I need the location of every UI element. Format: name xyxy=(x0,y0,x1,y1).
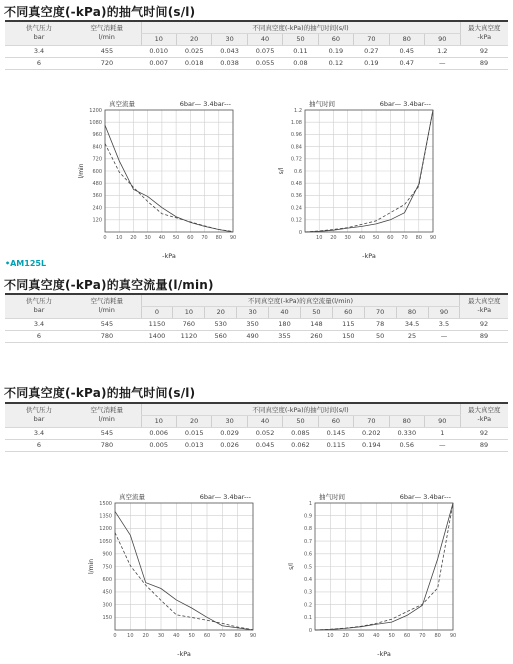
x-tick-label: 40 xyxy=(173,633,180,639)
x-tick-label: 80 xyxy=(415,235,422,241)
table-cell: 0.085 xyxy=(283,427,318,439)
header-col-vacuum: 30 xyxy=(212,33,247,45)
table-cell: 0.015 xyxy=(176,427,211,439)
x-tick-label: 90 xyxy=(249,633,257,639)
table-cell: 89 xyxy=(460,330,508,342)
table-cell: 34.5 xyxy=(396,318,428,330)
y-tick-label: 600 xyxy=(102,577,112,583)
header-col-vacuum: 70 xyxy=(354,33,389,45)
x-tick-label: 40 xyxy=(158,235,166,241)
table-cell: 78 xyxy=(364,318,396,330)
table-cell: 92 xyxy=(460,45,508,57)
x-tick-label: 10 xyxy=(127,633,134,639)
y-tick-label: 0.9 xyxy=(304,513,312,520)
table-cell: — xyxy=(425,439,461,451)
x-axis-label: -kPa xyxy=(162,252,176,260)
table-cell: 0.202 xyxy=(354,427,389,439)
table-cell: 0.145 xyxy=(318,427,353,439)
y-tick-label: 0.2 xyxy=(304,602,312,609)
header-max-vacuum xyxy=(460,21,508,45)
chart-title: 抽气时间 xyxy=(319,493,345,501)
header-max-vacuum xyxy=(460,403,508,427)
table-row xyxy=(5,318,508,330)
x-axis-label: -kPa xyxy=(377,650,391,658)
table-cell: 6 xyxy=(5,330,73,342)
table-cell: 0.08 xyxy=(283,57,318,69)
header-air-consumption-label: 空气消耗量 xyxy=(90,24,123,33)
header-col-vacuum: 70 xyxy=(354,415,389,427)
table-cell: 25 xyxy=(396,330,428,342)
x-tick-label: 0 xyxy=(113,633,117,639)
header-max-vacuum-unit: -kPa xyxy=(477,306,492,315)
header-col-vacuum: 50 xyxy=(283,33,318,45)
y-tick-label: 1050 xyxy=(99,538,112,545)
table-row xyxy=(5,45,508,57)
spec-table-2 xyxy=(5,293,508,343)
table-cell: 92 xyxy=(460,427,508,439)
table-cell: 720 xyxy=(73,57,141,69)
y-tick-label: 0.72 xyxy=(290,156,302,163)
header-col-vacuum: 90 xyxy=(425,415,461,427)
table-cell: 3.4 xyxy=(5,318,73,330)
chart-vacuum-flow-1 xyxy=(65,94,240,266)
x-tick-label: 90 xyxy=(449,633,457,639)
table-cell: 89 xyxy=(460,57,508,69)
x-tick-label: 20 xyxy=(142,633,149,639)
chart-vacuum-flow-2 xyxy=(75,487,260,664)
table-cell: 3.4 xyxy=(5,427,73,439)
table-cell: 0.013 xyxy=(176,439,211,451)
x-tick-label: 50 xyxy=(188,633,195,639)
table-cell: 545 xyxy=(73,427,141,439)
header-col-vacuum: 10 xyxy=(141,415,176,427)
header-max-vacuum-label: 最大真空度 xyxy=(468,24,501,33)
table-cell: 0.007 xyxy=(141,57,176,69)
x-tick-label: 20 xyxy=(342,633,349,639)
table-row xyxy=(5,427,508,439)
chart-legend: 6bar— 3.4bar--- xyxy=(179,100,231,108)
y-tick-label: 720 xyxy=(92,156,102,163)
table-cell: 0.075 xyxy=(247,45,282,57)
y-tick-label: 450 xyxy=(102,589,112,596)
y-axis-label: l/min xyxy=(88,558,95,575)
y-tick-label: 0.24 xyxy=(290,205,302,212)
table-cell: 0.055 xyxy=(247,57,282,69)
x-tick-label: 30 xyxy=(144,235,151,241)
table-cell: 0.006 xyxy=(141,427,176,439)
y-tick-label: 0.7 xyxy=(304,538,312,545)
x-tick-label: 80 xyxy=(234,633,241,639)
chart-svg xyxy=(65,94,240,266)
y-tick-label: 900 xyxy=(102,551,112,558)
header-col-vacuum: 60 xyxy=(318,33,353,45)
x-tick-label: 60 xyxy=(387,235,394,241)
chart-title: 真空流量 xyxy=(109,100,135,108)
header-air-consumption xyxy=(73,21,141,45)
table-cell: 0.062 xyxy=(283,439,318,451)
series-line-3-4bar xyxy=(115,533,253,630)
y-tick-label: 1 xyxy=(308,500,312,507)
header-col-vacuum: 10 xyxy=(173,306,205,318)
header-max-vacuum-unit: -kPa xyxy=(477,33,492,42)
table-cell: 0.115 xyxy=(318,439,353,451)
header-supply-pressure-unit: bar xyxy=(33,415,45,424)
header-col-vacuum: 50 xyxy=(300,306,332,318)
table-cell: 92 xyxy=(460,318,508,330)
table-cell: 115 xyxy=(332,318,364,330)
table-row xyxy=(5,330,508,342)
header-supply-pressure xyxy=(5,294,73,318)
x-tick-label: 10 xyxy=(316,235,323,241)
header-supply-pressure-unit: bar xyxy=(33,306,45,315)
table-cell: 780 xyxy=(73,330,141,342)
y-tick-label: 0.96 xyxy=(290,132,302,139)
x-tick-label: 40 xyxy=(358,235,366,241)
y-tick-label: 0.5 xyxy=(304,564,312,571)
table-cell: 0.029 xyxy=(212,427,247,439)
x-tick-label: 40 xyxy=(373,633,380,639)
table-cell: 545 xyxy=(73,318,141,330)
chart-evac-time-1 xyxy=(265,94,440,266)
header-max-vacuum xyxy=(460,294,508,318)
table-cell: 0.12 xyxy=(318,57,353,69)
y-tick-label: 600 xyxy=(92,168,102,175)
table-cell: 180 xyxy=(269,318,301,330)
chart-svg xyxy=(265,94,440,266)
y-tick-label: 0.84 xyxy=(290,144,302,151)
y-tick-label: 0.3 xyxy=(304,589,312,596)
chart-legend: 6bar— 3.4bar--- xyxy=(399,493,451,501)
x-tick-label: 20 xyxy=(130,235,137,241)
table-cell: 0.018 xyxy=(176,57,211,69)
table-cell: 0.043 xyxy=(212,45,247,57)
y-axis-label: l/min xyxy=(78,163,85,179)
table-cell: 490 xyxy=(237,330,269,342)
table-cell: 89 xyxy=(460,439,508,451)
header-col-vacuum: 50 xyxy=(283,415,318,427)
y-tick-label: 240 xyxy=(92,205,102,212)
table-cell: — xyxy=(425,57,461,69)
section-title-3: 不同真空度(-kPa)的抽气时间(s/l) xyxy=(4,386,196,400)
header-air-consumption xyxy=(73,294,141,318)
section-title-1: 不同真空度(-kPa)的抽气时间(s/l) xyxy=(4,5,196,19)
y-tick-label: 0.6 xyxy=(304,551,312,558)
header-supply-pressure-label: 供气压力 xyxy=(26,24,52,33)
header-air-consumption-unit: l/min xyxy=(98,33,115,42)
table-cell: 0.330 xyxy=(389,427,424,439)
header-air-consumption-unit: l/min xyxy=(98,306,115,315)
table-cell: 560 xyxy=(205,330,237,342)
table-cell: 0.27 xyxy=(354,45,389,57)
spec-table-1 xyxy=(5,20,508,70)
y-tick-label: 1350 xyxy=(99,513,112,520)
y-tick-label: 1080 xyxy=(89,120,102,126)
header-col-vacuum: 90 xyxy=(428,306,460,318)
x-tick-label: 60 xyxy=(187,235,194,241)
header-air-consumption-unit: l/min xyxy=(98,415,115,424)
x-tick-label: 90 xyxy=(229,235,237,241)
table-cell: 1150 xyxy=(141,318,173,330)
table-cell: 6 xyxy=(5,439,73,451)
table-cell: 150 xyxy=(332,330,364,342)
y-tick-label: 0.1 xyxy=(304,615,312,622)
table-cell: 0.026 xyxy=(212,439,247,451)
header-col-vacuum: 80 xyxy=(389,33,424,45)
table-cell: 455 xyxy=(73,45,141,57)
chart-legend: 6bar— 3.4bar--- xyxy=(199,493,251,501)
y-tick-label: 1200 xyxy=(99,526,112,533)
y-tick-label: 300 xyxy=(102,602,112,609)
x-tick-label: 90 xyxy=(429,235,437,241)
table-row xyxy=(5,57,508,69)
table-cell: 6 xyxy=(5,57,73,69)
y-tick-label: 0 xyxy=(308,627,312,634)
header-col-vacuum: 30 xyxy=(212,415,247,427)
header-group: 不同真空度(-kPa)的抽气时间(s/l) xyxy=(141,21,460,33)
table-cell: 760 xyxy=(173,318,205,330)
x-tick-label: 70 xyxy=(419,633,426,639)
chart-evac-time-2 xyxy=(275,487,460,664)
x-tick-label: 10 xyxy=(327,633,334,639)
table-cell: 0.052 xyxy=(247,427,282,439)
spec-table-3 xyxy=(5,402,508,452)
header-col-vacuum: 40 xyxy=(269,306,301,318)
chart-title: 抽气时间 xyxy=(309,100,335,108)
y-tick-label: 0.36 xyxy=(290,193,302,200)
y-axis-label: s/l xyxy=(278,167,285,175)
header-col-vacuum: 10 xyxy=(141,33,176,45)
header-col-vacuum: 60 xyxy=(318,415,353,427)
y-tick-label: 480 xyxy=(92,181,102,187)
header-col-vacuum: 40 xyxy=(247,415,282,427)
table-cell: 1120 xyxy=(173,330,205,342)
table-cell: 3.5 xyxy=(428,318,460,330)
table-cell: 3.4 xyxy=(5,45,73,57)
y-tick-label: 120 xyxy=(92,217,102,224)
chart-legend: 6bar— 3.4bar--- xyxy=(379,100,431,108)
x-axis-label: -kPa xyxy=(362,252,376,260)
y-tick-label: 1200 xyxy=(89,107,102,114)
table-cell: 0.19 xyxy=(354,57,389,69)
x-tick-label: 80 xyxy=(215,235,222,241)
chart-title: 真空流量 xyxy=(119,493,145,501)
header-air-consumption-label: 空气消耗量 xyxy=(90,297,123,306)
model-label: •AM125L xyxy=(5,259,47,268)
section-title-2: 不同真空度(-kPa)的真空流量(l/min) xyxy=(4,278,214,292)
y-tick-label: 150 xyxy=(102,615,112,622)
table-row xyxy=(5,439,508,451)
y-tick-label: 750 xyxy=(102,564,112,571)
table-cell: 50 xyxy=(364,330,396,342)
y-tick-label: 1500 xyxy=(99,500,112,507)
header-group: 不同真空度(-kPa)的真空流量(l/min) xyxy=(141,294,460,306)
header-air-consumption-label: 空气消耗量 xyxy=(90,406,123,415)
header-col-vacuum: 20 xyxy=(205,306,237,318)
x-tick-label: 70 xyxy=(201,235,208,241)
table-cell: 1.2 xyxy=(425,45,461,57)
table-cell: 0.038 xyxy=(212,57,247,69)
table-cell: 0.010 xyxy=(141,45,176,57)
table-cell: — xyxy=(428,330,460,342)
x-tick-label: 0 xyxy=(103,235,107,241)
table-cell: 0.025 xyxy=(176,45,211,57)
table-cell: 1400 xyxy=(141,330,173,342)
x-tick-label: 60 xyxy=(403,633,411,639)
table-cell: 0.19 xyxy=(318,45,353,57)
table-cell: 0.56 xyxy=(389,439,424,451)
header-col-vacuum: 30 xyxy=(237,306,269,318)
y-tick-label: 960 xyxy=(92,132,102,139)
series-line-6bar xyxy=(115,511,253,630)
header-col-vacuum: 80 xyxy=(389,415,424,427)
y-tick-label: 1.2 xyxy=(294,107,302,114)
y-axis-label: s/l xyxy=(288,563,295,570)
x-tick-label: 70 xyxy=(401,235,408,241)
header-col-vacuum: 20 xyxy=(176,415,211,427)
y-tick-label: 360 xyxy=(92,193,102,200)
x-tick-label: 50 xyxy=(388,633,395,639)
x-tick-label: 30 xyxy=(344,235,351,241)
y-tick-label: 0.6 xyxy=(294,168,302,175)
header-col-vacuum: 90 xyxy=(425,33,461,45)
table-cell: 1 xyxy=(425,427,461,439)
x-tick-label: 50 xyxy=(372,235,380,241)
table-cell: 350 xyxy=(237,318,269,330)
header-col-vacuum: 70 xyxy=(364,306,396,318)
header-col-vacuum: 80 xyxy=(396,306,428,318)
header-max-vacuum-unit: -kPa xyxy=(477,415,492,424)
table-cell: 780 xyxy=(73,439,141,451)
header-supply-pressure-label: 供气压力 xyxy=(26,406,52,415)
header-group: 不同真空度(-kPa)的抽气时间(s/l) xyxy=(141,403,460,415)
y-tick-label: 1.08 xyxy=(290,120,302,126)
header-max-vacuum-label: 最大真空度 xyxy=(468,406,501,415)
header-supply-pressure-unit: bar xyxy=(33,33,45,42)
table-cell: 355 xyxy=(269,330,301,342)
y-tick-label: 0.4 xyxy=(304,577,312,583)
x-tick-label: 80 xyxy=(434,633,441,639)
table-cell: 260 xyxy=(300,330,332,342)
table-cell: 148 xyxy=(300,318,332,330)
header-supply-pressure-label: 供气压力 xyxy=(26,297,52,306)
series-line-3-4bar xyxy=(105,144,233,232)
table-cell: 0.045 xyxy=(247,439,282,451)
y-tick-label: 840 xyxy=(92,144,102,151)
header-col-vacuum: 0 xyxy=(141,306,173,318)
header-max-vacuum-label: 最大真空度 xyxy=(467,297,501,306)
table-cell: 530 xyxy=(205,318,237,330)
x-tick-label: 30 xyxy=(357,633,365,639)
header-col-vacuum: 20 xyxy=(176,33,211,45)
header-supply-pressure xyxy=(5,403,73,427)
y-tick-label: 0.48 xyxy=(290,181,302,187)
y-tick-label: 0.12 xyxy=(290,217,302,224)
x-tick-label: 30 xyxy=(157,633,165,639)
table-cell: 0.194 xyxy=(354,439,389,451)
table-cell: 0.45 xyxy=(389,45,424,57)
table-cell: 0.11 xyxy=(283,45,318,57)
header-air-consumption xyxy=(73,403,141,427)
x-axis-label: -kPa xyxy=(177,650,191,658)
series-line-6bar xyxy=(105,125,233,232)
chart-svg xyxy=(75,487,260,664)
chart-svg xyxy=(275,487,460,664)
header-col-vacuum: 40 xyxy=(247,33,282,45)
x-tick-label: 50 xyxy=(172,235,180,241)
x-tick-label: 70 xyxy=(219,633,226,639)
table-cell: 0.005 xyxy=(141,439,176,451)
x-tick-label: 10 xyxy=(116,235,123,241)
x-tick-label: 20 xyxy=(330,235,337,241)
y-tick-label: 0.8 xyxy=(304,526,312,533)
x-tick-label: 60 xyxy=(203,633,211,639)
header-supply-pressure xyxy=(5,21,73,45)
header-col-vacuum: 60 xyxy=(332,306,364,318)
table-cell: 0.47 xyxy=(389,57,424,69)
y-tick-label: 0 xyxy=(298,229,302,236)
